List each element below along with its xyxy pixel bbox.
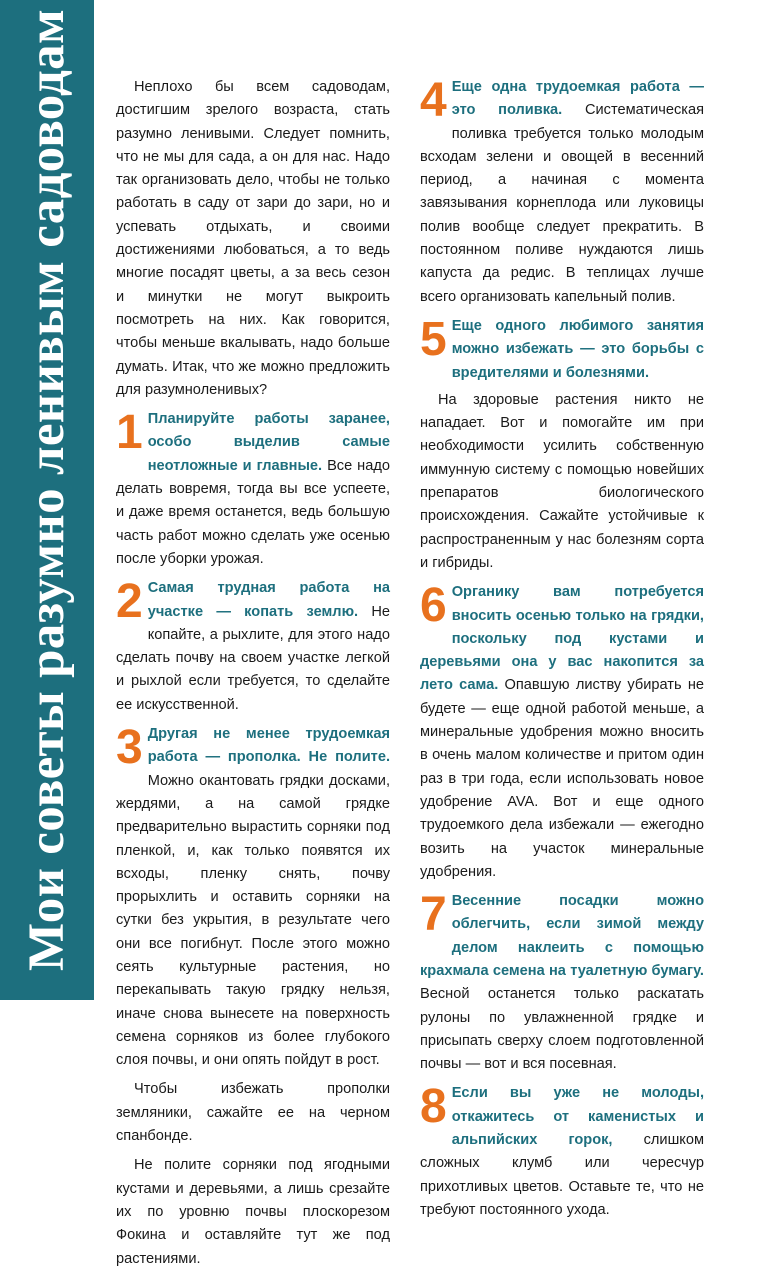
tip-1 — [116, 408, 390, 571]
tip-heading: Весенние посадки можно облегчить, если зимой между делом наклеить с помощью крахмала семена на туалетную бумагу. — [420, 893, 704, 979]
tip-text: Опавшую листву убирать не будете — еще одной работой меньше, а минеральные удобрения можно вносить в очень малом количестве и притом один раз в три года, если использовать новое удобрение AVA. Вот и еще одного трудоемкого дела избежали — ежегодно возить на участок минеральные удобрения. — [420, 677, 704, 880]
tip-number: 7 — [420, 888, 447, 942]
sidebar-band — [0, 0, 94, 1000]
tip-heading: Планируйте работы заранее, особо выделив самые неотложные и главные. — [147, 411, 390, 474]
tip-6 — [420, 581, 704, 884]
tip-text: Весной останется только раскатать рулоны по увлажненной грядке и присыпать сверху слоем подготовленной почвы — вот и вся посевная. — [420, 986, 704, 1073]
tip-heading: Еще одного любимого занятия можно избежать — это борьбы с вредителями и болезнями. — [451, 317, 704, 381]
page-title: Мои советы разумно ленивым садоводам — [19, 9, 75, 971]
tip-number: 4 — [420, 74, 447, 127]
tip-heading: Другая не менее трудоемкая работа — прополка. Не полите. — [147, 726, 390, 766]
left-column — [116, 76, 390, 1271]
paragraph-weeds: Не полите сорняки под ягодными кустами и деревьями, а лишь срезайте их по уровню почвы плоскорезом Фокина и оставляйте тут же под растениями. — [116, 1157, 390, 1267]
tip-number: 2 — [116, 575, 143, 629]
tip-heading: Еще одна трудоемкая работа — это поливка. — [451, 79, 704, 119]
tip-text: Все надо делать вовремя, тогда вы все успеете, и даже время останется, ведь большую часть работ можно сделать уже осенью после уборки урожая. — [116, 457, 390, 567]
tip-7 — [420, 890, 704, 1076]
tip-number: 6 — [420, 579, 447, 633]
tip-8 — [420, 1082, 704, 1222]
tip-number: 3 — [116, 721, 143, 775]
tip-5 — [420, 312, 704, 385]
tip-number: 5 — [420, 312, 447, 366]
tip-heading: Органику вам потребуется вносить осенью только на грядки, поскольку под кустами и деревьями она у вас накопится за лето сама. — [420, 584, 704, 694]
tip-text: слишком сложных клумб или чересчур прихотливых цветов. Оставьте те, что не требуют постоянного ухода. — [420, 1132, 704, 1218]
tip-number: 8 — [420, 1080, 447, 1134]
paragraph-healthy-plants: На здоровые растения никто не нападает. Вот и помогайте им при необходимости усилить собственную иммунную систему с помощью новейших препаратов биологического происхождения. Сажайте устойчивые к распространенным у нас болезням сорта и гибриды. — [420, 391, 704, 571]
intro-paragraph: Неплохо бы всем садоводам, достигшим зрелого возраста, стать разумно ленивыми. Следует помнить, что не мы для сада, а он для нас. Надо так организовать дело, чтобы не только работать в саду от зари до зари, но и успевать отдыхать, и своими достижениями любоваться, а то ведь многие посадят цветы, а за весь сезон и минутки не могут выкроить посмотреть на них. Как говорится, чтобы меньше вкалывать, надо больше думать. Итак, что же можно предложить для разумноленивых? — [116, 79, 390, 398]
tip-text: Можно окантовать грядки досками, жердями, а на самой грядке предварительно вырастить сорняки под пленкой, и, как только появятся их всходы, пленку снять, почву прорыхлить и оставить сорняки на сутки без укрытия, в результате чего они все погибнут. После этого можно сеять культурные растения, но перекапывать такую грядку нельзя, иначе снова вынесете на поверхность семена сорняков из более глубокого слоя почвы, и они опять пойдут в рост. — [116, 772, 390, 1069]
tip-heading: Если вы уже не молоды, откажитесь от каменистых и альпийских горок, — [451, 1085, 704, 1149]
tip-3 — [116, 723, 390, 1072]
right-column — [420, 76, 704, 1222]
tip-number: 1 — [116, 406, 143, 460]
tip-heading: Самая трудная работа на участке — копать землю. — [147, 580, 390, 620]
paragraph-strawberry: Чтобы избежать прополки земляники, сажайте ее на черном спанбонде. — [116, 1081, 390, 1145]
tip-2 — [116, 577, 390, 717]
tip-text: Систематическая поливка требуется только молодым всходам зелени и овощей в весенний период, а начиная с момента завязывания корнеплода или луковицы полив вообще следует прекратить. В постоянном поливе нуждаются лишь капуста да редис. В теплицах лучше всего организовать капельный полив. — [420, 102, 704, 305]
tip-4 — [420, 76, 704, 309]
tip-text: Не копайте, а рыхлите, для этого надо сделать почву на своем участке легкой и рыхлой если требуется, то сделайте ее искусственной. — [116, 603, 390, 713]
